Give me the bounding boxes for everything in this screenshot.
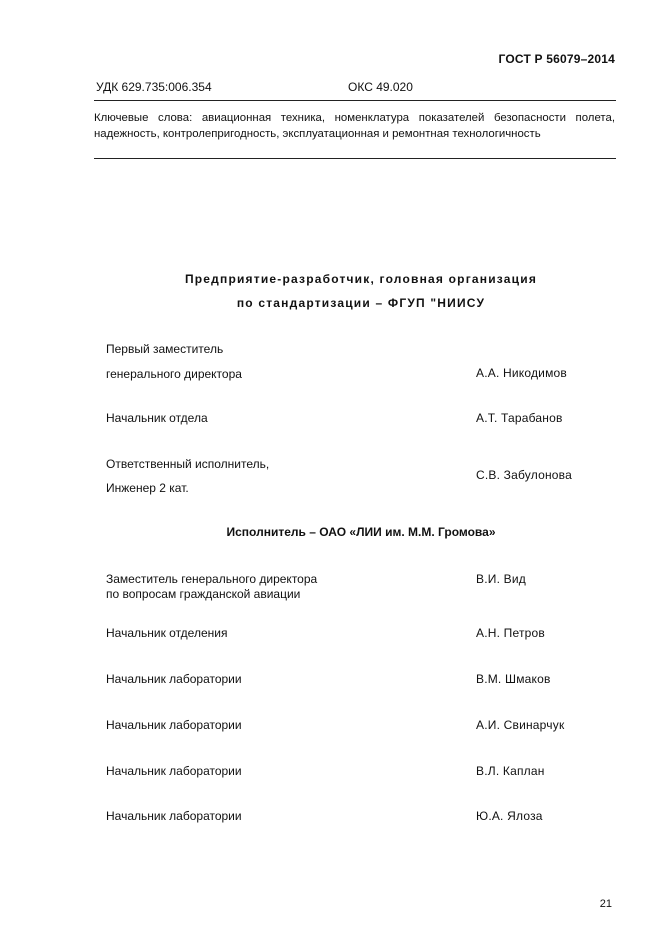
executor-name-6: Ю.А. Ялоза <box>476 809 543 823</box>
executor-role-3 <box>106 672 242 687</box>
udk-code: УДК 629.735:006.354 <box>96 80 212 94</box>
executor-role-2 <box>106 626 227 641</box>
executor-name-4: А.И. Свинарчук <box>476 718 565 732</box>
executor-name-2: А.Н. Петров <box>476 626 545 640</box>
role-line: Ответственный исполнитель, <box>106 457 270 471</box>
top-divider <box>94 100 616 101</box>
executor-role-5 <box>106 764 242 779</box>
executor-name-1: В.И. Вид <box>476 572 526 586</box>
role-line: Первый заместитель <box>106 342 224 356</box>
developer-name-3: С.В. Забулонова <box>476 468 572 482</box>
developer-name-2: А.Т. Тарабанов <box>476 411 563 425</box>
role-line: Инженер 2 кат. <box>106 481 189 495</box>
standard-code: ГОСТ Р 56079–2014 <box>498 52 615 66</box>
role-line: Начальник лаборатории <box>106 809 242 823</box>
developer-role-2 <box>106 411 208 426</box>
executor-role-1 <box>106 572 317 602</box>
bottom-divider <box>94 158 616 159</box>
role-line: Начальник лаборатории <box>106 672 242 686</box>
developer-role-3 <box>106 457 269 496</box>
executor-name-3: В.М. Шмаков <box>476 672 551 686</box>
role-line: генерального директора <box>106 367 242 381</box>
role-line: Начальник отдела <box>106 411 208 425</box>
role-line: Заместитель генерального директора <box>106 572 318 586</box>
page-number: 21 <box>599 898 612 910</box>
developer-name-1: А.А. Никодимов <box>476 366 567 380</box>
executor-heading: Исполнитель – ОАО «ЛИИ им. М.М. Громова» <box>226 525 496 539</box>
executor-name-5: В.Л. Каплан <box>476 764 545 778</box>
executor-role-6 <box>106 809 242 824</box>
oks-code: ОКС 49.020 <box>348 80 413 94</box>
role-line: Начальник лаборатории <box>106 718 242 732</box>
developer-role-1 <box>106 342 242 382</box>
role-line: по вопросам гражданской авиации <box>106 587 301 601</box>
role-line: Начальник отделения <box>106 626 228 640</box>
role-line: Начальник лаборатории <box>106 764 242 778</box>
executor-role-4 <box>106 718 242 733</box>
keywords-paragraph: Ключевые слова: авиационная техника, номенклатура показателей безопасности полета, надежность, контролепригодность, эксплуатационная и ремонтная технологичность <box>94 112 615 140</box>
developer-heading-line2: по стандартизации – ФГУП "НИИСУ <box>236 296 486 310</box>
developer-heading-line1: Предприятие-разработчик, головная организация <box>184 272 538 286</box>
